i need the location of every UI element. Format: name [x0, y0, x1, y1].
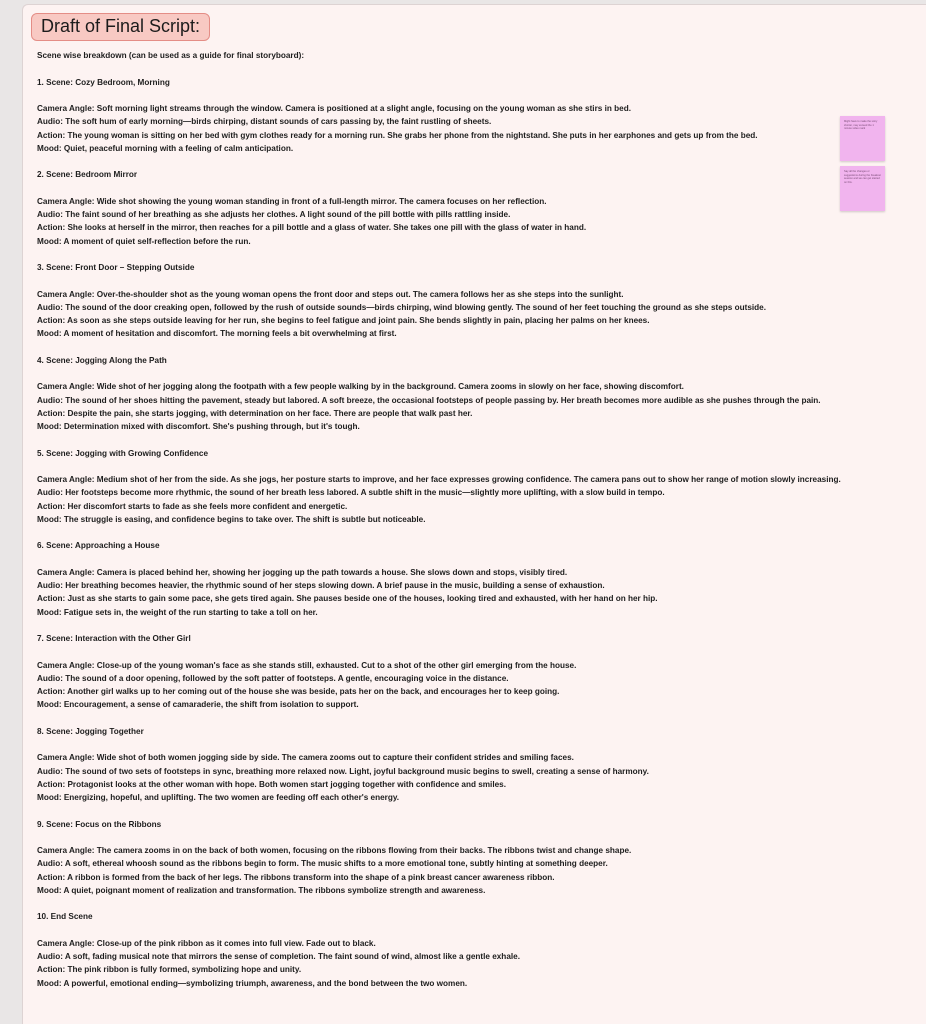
scene-camera-angle: Camera Angle: The camera zooms in on the back of both women, focusing on the ribbons flowing from their backs. The ribbons twist and change shape.	[37, 846, 632, 855]
sticky-note-text: Say all the changes or suggestions during the breakout session and we can get started on this.	[844, 170, 881, 184]
scene-camera-angle: Camera Angle: Wide shot of her jogging along the footpath with a few people walking by in the background. Camera zooms in slowly on her face, showing discomfort.	[37, 382, 684, 392]
scene-action: Action: The young woman is sitting on her bed with gym clothes ready for a morning run. She grabs her phone from the nightstand. She puts in her earphones and gets up from the bed.	[37, 130, 758, 140]
scene-heading: 3. Scene: Front Door – Stepping Outside	[37, 263, 195, 272]
scene-mood: Mood: Encouragement, a sense of camaraderie, the shift from isolation to support.	[37, 700, 359, 710]
scene-heading: 7. Scene: Interaction with the Other Girl	[37, 634, 191, 643]
scene-heading: 8. Scene: Jogging Together	[37, 726, 144, 736]
scene-mood: Mood: Fatigue sets in, the weight of the run starting to take a toll on her.	[37, 607, 318, 617]
sticky-note[interactable]	[840, 166, 885, 211]
scene-heading: 4. Scene: Jogging Along the Path	[37, 355, 167, 365]
scene-camera-angle: Camera Angle: Over-the-shoulder shot as the young woman opens the front door and steps out. The camera follows her as she steps into the sunlight.	[37, 289, 624, 299]
scene-action: Action: Another girl walks up to her coming out of the house she was beside, pats her on the back, and encourages her to keep going.	[37, 687, 560, 696]
scene-mood: Mood: A moment of hesitation and discomfort. The morning feels a bit overwhelming at first.	[37, 329, 397, 339]
section-title[interactable]: Draft of Final Script:	[31, 13, 210, 41]
scene-camera-angle: Camera Angle: Close-up of the young woman's face as she stands still, exhausted. Cut to a shot of the other girl emerging from the house.	[37, 660, 577, 670]
sticky-note-text: Might have to make the story shorter, may exceed the 1 minute video mark	[844, 120, 878, 131]
scene-heading: 10. End Scene	[37, 912, 93, 922]
scene-action: Action: Despite the pain, she starts jogging, with determination on her face. There are people that walk past her.	[37, 408, 473, 418]
scene-mood: Mood: Energizing, hopeful, and uplifting. The two women are feeding off each other's energy.	[37, 793, 400, 802]
scene-audio: Audio: A soft, fading musical note that mirrors the sense of completion. The faint sound of wind, almost like a gentle exhale.	[37, 952, 520, 961]
scene-audio: Audio: The soft hum of early morning—birds chirping, distant sounds of cars passing by, the faint rustling of sheets.	[37, 117, 492, 127]
scene-camera-angle: Camera Angle: Soft morning light streams through the window. Camera is positioned at a slight angle, focusing on the young woman as she stirs in bed.	[37, 104, 631, 113]
scene-audio: Audio: The faint sound of her breathing as she adjusts her clothes. A light sound of the pill bottle with pills rattling inside.	[37, 210, 511, 219]
scene-audio: Audio: The sound of her shoes hitting the pavement, steady but labored. A soft breeze, the occasional footsteps of people passing by. Her breath becomes more audible as she pushes through the pain.	[37, 395, 821, 405]
scene-mood: Mood: A quiet, poignant moment of realization and transformation. The ribbons symbolize strength and awareness.	[37, 885, 486, 895]
scene-camera-angle: Camera Angle: Close-up of the pink ribbon as it comes into full view. Fade out to black.	[37, 938, 376, 948]
scene-audio: Audio: Her footsteps become more rhythmic, the sound of her breath less labored. A subtle shift in the music—slightly more uplifting, with a slow build in tempo.	[37, 488, 665, 498]
scene-heading: 2. Scene: Bedroom Mirror	[37, 170, 138, 180]
scene-action: Action: As soon as she steps outside leaving for her run, she begins to feel fatigue and joint pain. She bends slightly in pain, placing her palms on her knees.	[37, 316, 650, 325]
scene-heading: 6. Scene: Approaching a House	[37, 541, 160, 551]
scene-mood: Mood: A moment of quiet self-reflection before the run.	[37, 236, 251, 246]
scene-action: Action: Protagonist looks at the other woman with hope. Both women start jogging together with confidence and smiles.	[37, 779, 506, 789]
scene-heading: 9. Scene: Focus on the Ribbons	[37, 819, 162, 829]
scene-heading: 5. Scene: Jogging with Growing Confidence	[37, 448, 209, 458]
scene-audio: Audio: A soft, ethereal whoosh sound as the ribbons begin to form. The music shifts to a more emotional tone, subtly hinting at something deeper.	[37, 859, 608, 869]
scene-audio: Audio: The sound of a door opening, followed by the soft patter of footsteps. A gentle, encouraging voice in the distance.	[37, 673, 509, 683]
scene-camera-angle: Camera Angle: Camera is placed behind her, showing her jogging up the path towards a house. She slows down and stops, visibly tired.	[37, 567, 568, 577]
scene-action: Action: She looks at herself in the mirror, then reaches for a pill bottle and a glass of water. She takes one pill with the glass of water in hand.	[37, 223, 587, 233]
sticky-note[interactable]	[840, 116, 885, 161]
scene-audio: Audio: Her breathing becomes heavier, the rhythmic sound of her steps slowing down. A brief pause in the music, building a sense of exhaustion.	[37, 581, 605, 590]
script-text-block[interactable]	[37, 49, 897, 990]
scene-mood: Mood: The struggle is easing, and confidence begins to take over. The shift is subtle but noticeable.	[37, 514, 426, 524]
scene-action: Action: A ribbon is formed from the back of her legs. The ribbons transform into the shape of a pink breast cancer awareness ribbon.	[37, 872, 555, 882]
scene-camera-angle: Camera Angle: Wide shot of both women jogging side by side. The camera zooms out to capture their confident strides and smiling faces.	[37, 753, 574, 763]
scene-mood: Mood: Quiet, peaceful morning with a feeling of calm anticipation.	[37, 143, 294, 153]
scene-camera-angle: Camera Angle: Medium shot of her from the side. As she jogs, her posture starts to improve, and her face expresses growing confidence. The camera pans out to show her range of motion slowly increasing.	[37, 475, 841, 484]
script-intro: Scene wise breakdown (can be used as a guide for final storyboard):	[37, 51, 305, 60]
scene-audio: Audio: The sound of two sets of footsteps in sync, breathing more relaxed now. Light, joyful background music begins to swell, creating a sense of harmony.	[37, 766, 649, 776]
scene-mood: Mood: Determination mixed with discomfort. She's pushing through, but it's tough.	[37, 422, 360, 431]
scene-action: Action: Her discomfort starts to fade as she feels more confident and energetic.	[37, 501, 348, 511]
scene-action: Action: Just as she starts to gain some pace, she gets tired again. She pauses beside one of the houses, looking tired and exhausted, with her hand on her hip.	[37, 594, 658, 604]
scene-heading: 1. Scene: Cozy Bedroom, Morning	[37, 77, 170, 87]
scene-camera-angle: Camera Angle: Wide shot showing the young woman standing in front of a full-length mirror. The camera focuses on her reflection.	[37, 196, 547, 206]
scene-action: Action: The pink ribbon is fully formed, symbolizing hope and unity.	[37, 965, 302, 975]
scene-mood: Mood: A powerful, emotional ending—symbolizing triumph, awareness, and the bond between the two women.	[37, 978, 468, 988]
scene-audio: Audio: The sound of the door creaking open, followed by the rush of outside sounds—birds chirping, wind blowing gently. The sound of her feet touching the ground as she steps outside.	[37, 302, 767, 312]
